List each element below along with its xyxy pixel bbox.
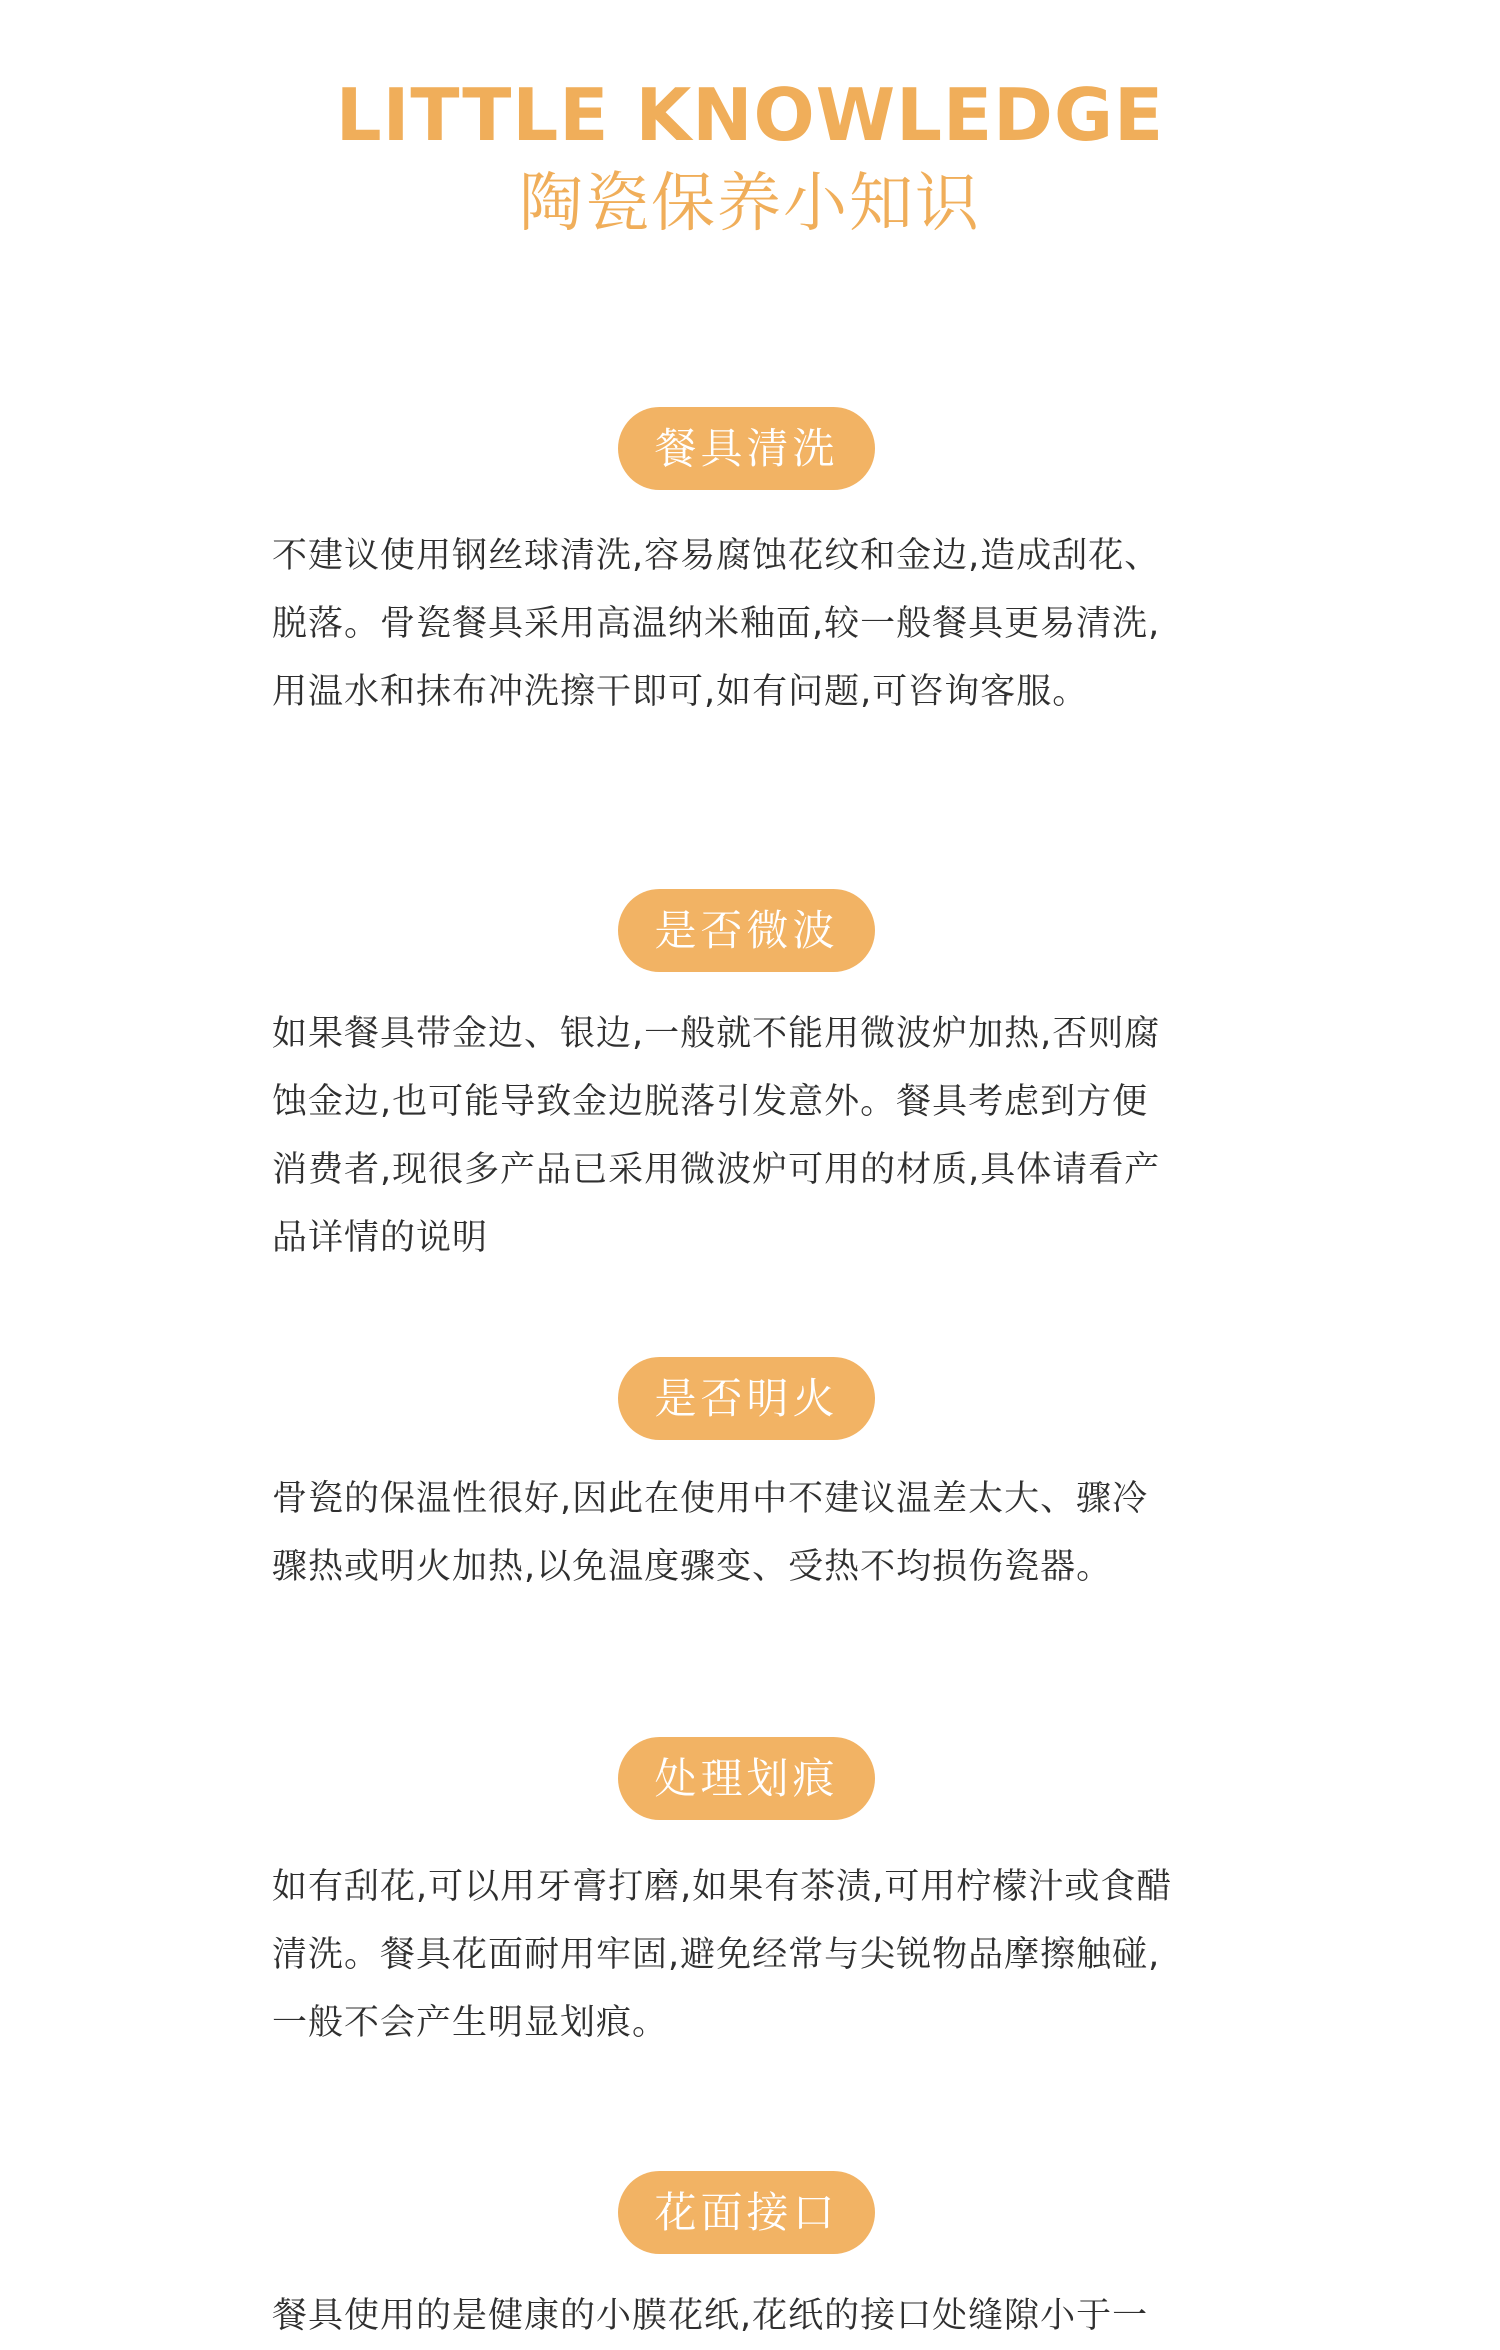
body-line: 不建议使用钢丝球清洗,容易腐蚀花纹和金边,造成刮花、 [272,536,1161,576]
page-header [0,70,1500,244]
section-title-scratches: 处理划痕 [618,1737,875,1820]
section-body-scratches [272,1853,1232,2057]
section-title-pattern-seam: 花面接口 [618,2171,875,2254]
body-line: 消费者,现很多产品已采用微波炉可用的材质,具体请看产 [272,1150,1161,1190]
section-body-pattern-seam [272,2282,1232,2350]
body-line: 如果餐具带金边、银边,一般就不能用微波炉加热,否则腐 [272,1014,1161,1054]
body-line: 蚀金边,也可能导致金边脱落引发意外。餐具考虑到方便 [272,1082,1149,1122]
title-chinese: 陶瓷保养小知识 [519,167,981,241]
body-line: 脱落。骨瓷餐具采用高温纳米釉面,较一般餐具更易清洗, [272,604,1161,644]
section-title-microwave: 是否微波 [618,889,875,972]
section-body-open-flame [272,1465,1232,1601]
title-english: LITTLE KNOWLEDGE [335,73,1165,157]
body-line: 品详情的说明 [272,1218,489,1258]
section-body-microwave [272,1000,1232,1272]
body-line: 如有刮花,可以用牙膏打磨,如果有茶渍,可用柠檬汁或食醋 [272,1867,1173,1907]
section-body-cleaning [272,522,1232,726]
body-line: 骨瓷的保温性很好,因此在使用中不建议温差太大、骤冷 [272,1479,1149,1519]
body-line: 一般不会产生明显划痕。 [272,2003,669,2043]
body-line: 骤热或明火加热,以免温度骤变、受热不均损伤瓷器。 [272,1547,1113,1587]
section-title-cleaning: 餐具清洗 [618,407,875,490]
body-line: 清洗。餐具花面耐用牢固,避免经常与尖锐物品摩擦触碰, [272,1935,1161,1975]
body-line: 餐具使用的是健康的小膜花纸,花纸的接口处缝隙小于一 [272,2296,1149,2336]
section-title-open-flame: 是否明火 [618,1357,875,1440]
body-line: 用温水和抹布冲洗擦干即可,如有问题,可咨询客服。 [272,672,1089,712]
